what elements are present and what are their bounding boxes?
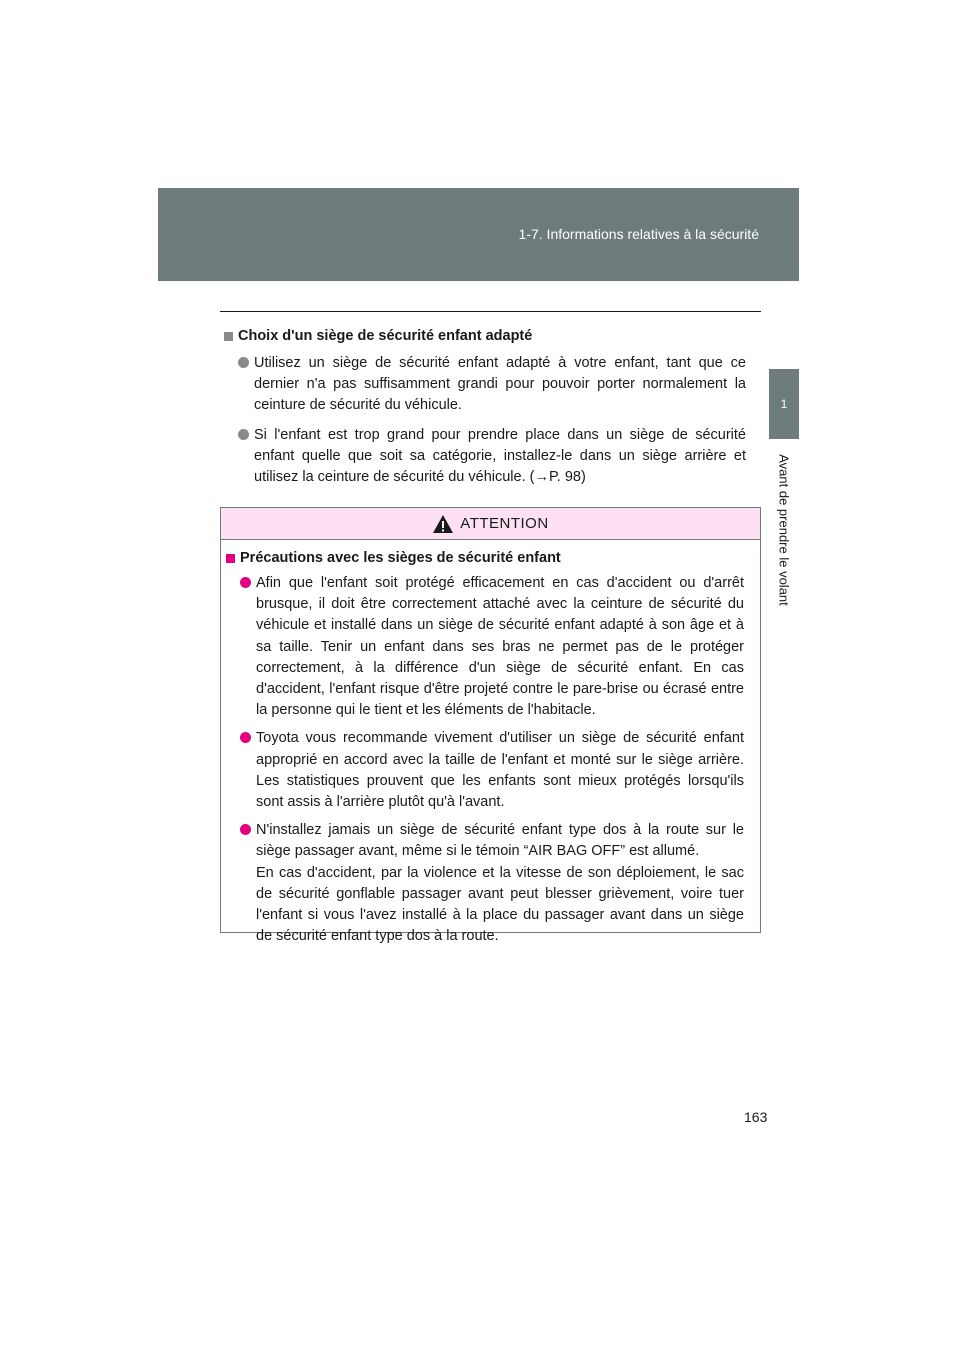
list-item: N'installez jamais un siège de sécurité enfant type dos à la route sur le siège passager avant, même si le témoin “AIR BAG OFF” est allumé. En cas d'accident, par la violence et la vitesse de son déploiement, le sac de sécurité gonflable passager avant peut blesser grièvement, voire tuer l'enfant si vous l'avez installé à la place du passager avant dans un siège de sécurité enfant type dos à la route. [226,820,744,947]
chapter-tab [769,369,799,439]
warning-header [221,508,760,540]
chapter-number: 1 [780,397,788,411]
bullet-icon [238,357,249,368]
list-item: Utilisez un siège de sécurité enfant adapté à votre enfant, tant que ce dernier n'a pas suffisamment grandi pour pouvoir porter normalement la ceinture de sécurité du véhicule. [224,353,746,416]
bullet-icon [240,824,251,835]
section-child-seat-choice [224,328,746,488]
bullet-icon [240,577,251,588]
section-heading: Choix d'un siège de sécurité enfant adapté [224,328,746,344]
warning-triangle-icon [432,514,454,534]
warning-body [221,540,760,947]
warning-box [220,507,761,945]
divider [220,311,761,312]
header-band [158,188,799,281]
list-item: Afin que l'enfant soit protégé efficacement en cas d'accident ou d'arrêt brusque, il doit être correctement attaché avec la ceinture de sécurité du véhicule et installé dans un siège de sécurité enfant adapté à son âge et à sa taille. Tenir un enfant dans ses bras ne permet pas de le protéger correctement, à la différence d'un siège de sécurité enfant. En cas d'accident, l'enfant risque d'être projeté contre le pare-brise ou écrasé entre la personne qui le tient et les éléments de l'habitacle. [226,573,744,721]
section-title: 1-7. Informations relatives à la sécurité [518,226,759,242]
chapter-label: Avant de prendre le volant [776,454,792,606]
warning-title: ATTENTION [460,515,549,532]
bullet-icon [238,429,249,440]
list-item: Toyota vous recommande vivement d'utiliser un siège de sécurité enfant approprié en accord avec la taille de l'enfant et monté sur le siège arrière. Les statistiques prouvent que les enfants sont mieux protégés lorsqu'ils sont assis à l'arrière plutôt qu'à l'avant. [226,728,744,813]
list-item: Si l'enfant est trop grand pour prendre place dans un siège de sécurité enfant quelle que soit sa catégorie, installez-le dans un siège arrière et utilisez la ceinture de sécurité du véhicule. (→P. 98) [224,425,746,488]
warning-heading: Précautions avec les sièges de sécurité enfant [226,550,744,566]
square-bullet-icon [224,332,233,341]
square-bullet-icon [226,554,235,563]
page-number: 163 [744,1109,768,1125]
continuation-text: En cas d'accident, par la violence et la vitesse de son déploiement, le sac de sécurité gonflable passager avant peut blesser grièvement, voire tuer l'enfant si vous l'avez installé à la place du passager avant dans un siège de sécurité enfant type dos à la route. [256,864,744,945]
bullet-icon [240,732,251,743]
